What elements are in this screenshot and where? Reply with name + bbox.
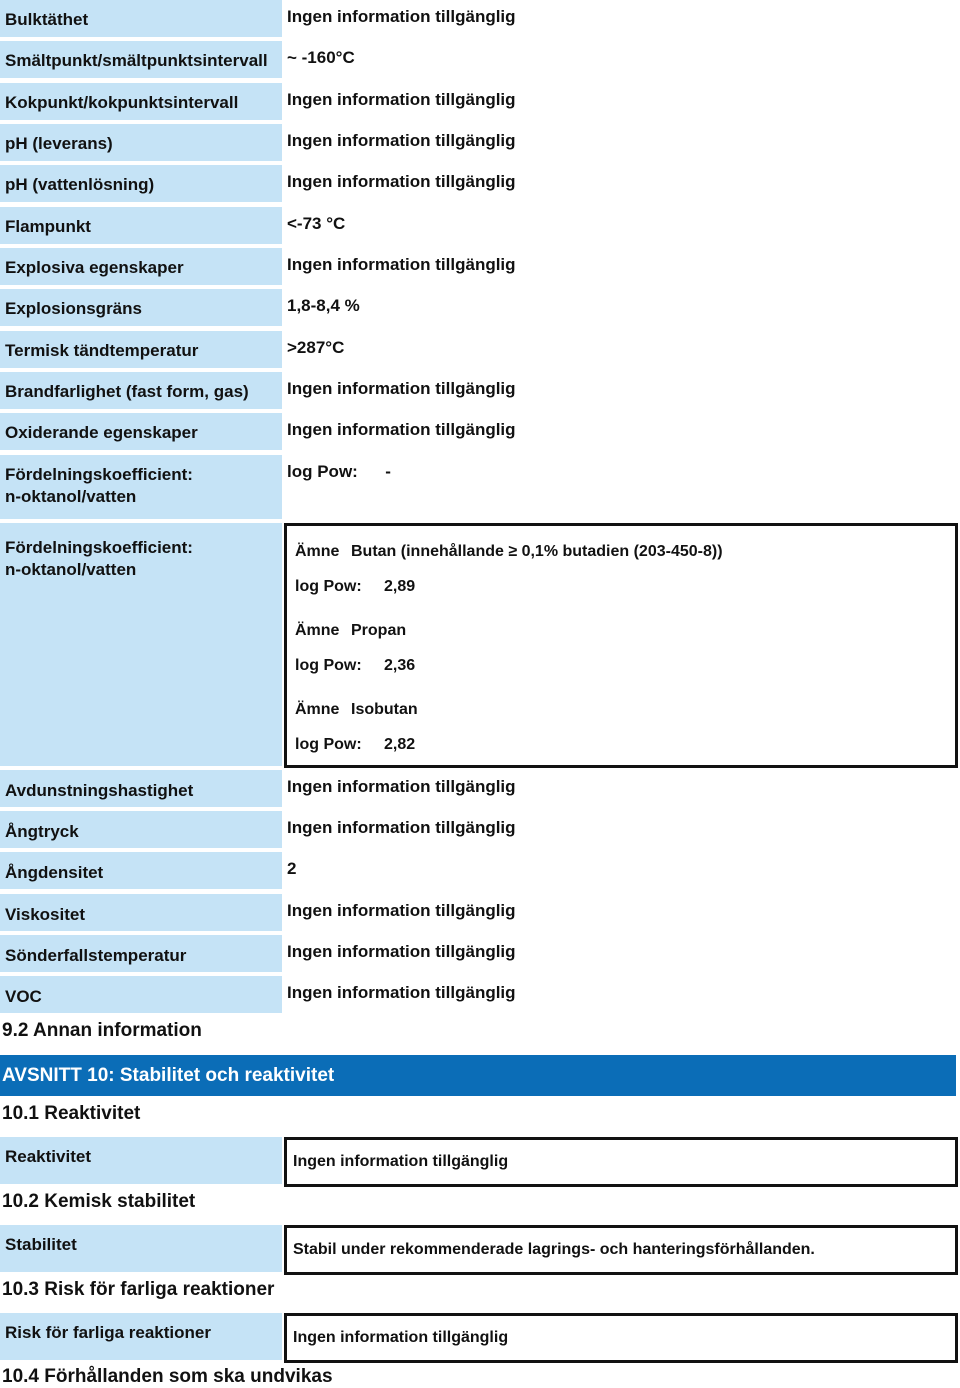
partition-2-line2: n-oktanol/vatten xyxy=(5,560,137,579)
label-bulk-density: Bulktäthet xyxy=(0,0,282,37)
value-vapour-density: 2 xyxy=(287,859,297,878)
label-vapour-density: Ångdensitet xyxy=(0,852,282,889)
component-subst-key: Ämne xyxy=(295,622,340,639)
label-autoignition: Termisk tändtemperatur xyxy=(0,331,282,368)
component-pow-key: log Pow: xyxy=(295,736,362,753)
components-box xyxy=(284,523,958,768)
value-evaporation-rate: Ingen information tillgänglig xyxy=(287,777,516,796)
label-reactivity: Reaktivitet xyxy=(0,1137,282,1184)
log-pow-value: - xyxy=(385,462,391,481)
heading-conditions-to-avoid: 10.4 Förhållanden som ska undvikas xyxy=(2,1366,333,1387)
component-subst: Butan (innehållande ≥ 0,1% butadien (203-450-8)) xyxy=(351,543,723,560)
label-boiling-point: Kokpunkt/kokpunktsintervall xyxy=(0,83,282,120)
value-partition-coefficient-1 xyxy=(287,462,391,482)
value-melting-point: ~ -160°C xyxy=(287,48,355,67)
value-flammability: Ingen information tillgänglig xyxy=(287,379,516,398)
value-ph-delivery: Ingen information tillgänglig xyxy=(287,131,516,150)
label-ph-solution: pH (vattenlösning) xyxy=(0,165,282,202)
value-vapour-pressure: Ingen information tillgänglig xyxy=(287,818,516,837)
label-hazardous-reactions: Risk för farliga reaktioner xyxy=(0,1313,282,1360)
component-row-propane xyxy=(295,622,406,640)
label-viscosity: Viskositet xyxy=(0,894,282,931)
component-pow-key: log Pow: xyxy=(295,578,362,595)
value-bulk-density: Ingen information tillgänglig xyxy=(287,7,516,26)
heading-other-information: 9.2 Annan information xyxy=(2,1020,202,1041)
value-boiling-point: Ingen information tillgänglig xyxy=(287,90,516,109)
component-row-isobutane xyxy=(295,701,418,719)
component-pow: 2,36 xyxy=(384,657,416,674)
component-subst: Isobutan xyxy=(351,701,418,718)
value-hazardous-reactions: Ingen information tillgänglig xyxy=(284,1313,958,1363)
value-decomposition-temp: Ingen information tillgänglig xyxy=(287,942,516,961)
component-pow-butane xyxy=(295,578,415,596)
partition-1-line2: n-oktanol/vatten xyxy=(5,487,137,506)
label-partition-coefficient-2 xyxy=(0,523,282,766)
label-explosion-limit: Explosionsgräns xyxy=(0,289,282,326)
label-flammability: Brandfarlighet (fast form, gas) xyxy=(0,372,282,409)
component-pow-propane xyxy=(295,657,415,675)
heading-hazardous-reactions: 10.3 Risk för farliga reaktioner xyxy=(2,1279,275,1300)
component-subst: Propan xyxy=(351,622,407,639)
label-decomposition-temp: Sönderfallstemperatur xyxy=(0,935,282,972)
component-pow-isobutane xyxy=(295,736,415,754)
label-melting-point: Smältpunkt/smältpunktsintervall xyxy=(0,41,282,78)
component-pow: 2,82 xyxy=(384,736,416,753)
component-subst-key: Ämne xyxy=(295,543,340,560)
label-stability: Stabilitet xyxy=(0,1225,282,1272)
partition-2-line1: Fördelningskoefficient: xyxy=(5,538,193,557)
label-explosive-properties: Explosiva egenskaper xyxy=(0,248,282,285)
log-pow-key: log Pow: xyxy=(287,462,358,481)
value-viscosity: Ingen information tillgänglig xyxy=(287,901,516,920)
partition-1-line1: Fördelningskoefficient: xyxy=(5,465,193,484)
label-vapour-pressure: Ångtryck xyxy=(0,811,282,848)
component-row-butane xyxy=(295,543,723,561)
label-flash-point: Flampunkt xyxy=(0,207,282,244)
value-voc: Ingen information tillgänglig xyxy=(287,983,516,1002)
value-oxidizing: Ingen information tillgänglig xyxy=(287,420,516,439)
value-ph-solution: Ingen information tillgänglig xyxy=(287,172,516,191)
component-subst-key: Ämne xyxy=(295,701,340,718)
value-flash-point: <-73 °C xyxy=(287,214,346,233)
value-reactivity: Ingen information tillgänglig xyxy=(284,1137,958,1187)
label-oxidizing: Oxiderande egenskaper xyxy=(0,413,282,450)
label-partition-coefficient-1 xyxy=(0,455,282,519)
label-ph-delivery: pH (leverans) xyxy=(0,124,282,161)
value-explosive-properties: Ingen information tillgänglig xyxy=(287,255,516,274)
label-voc: VOC xyxy=(0,976,282,1013)
value-autoignition: >287°C xyxy=(287,338,345,357)
value-stability: Stabil under rekommenderade lagrings- och hanteringsförhållanden. xyxy=(284,1225,958,1275)
heading-chemical-stability: 10.2 Kemisk stabilitet xyxy=(2,1191,196,1212)
label-evaporation-rate: Avdunstningshastighet xyxy=(0,770,282,807)
component-pow-key: log Pow: xyxy=(295,657,362,674)
component-pow: 2,89 xyxy=(384,578,416,595)
heading-reactivity: 10.1 Reaktivitet xyxy=(2,1103,141,1124)
section-10-band: AVSNITT 10: Stabilitet och reaktivitet xyxy=(0,1055,956,1096)
value-explosion-limit: 1,8-8,4 % xyxy=(287,296,360,315)
